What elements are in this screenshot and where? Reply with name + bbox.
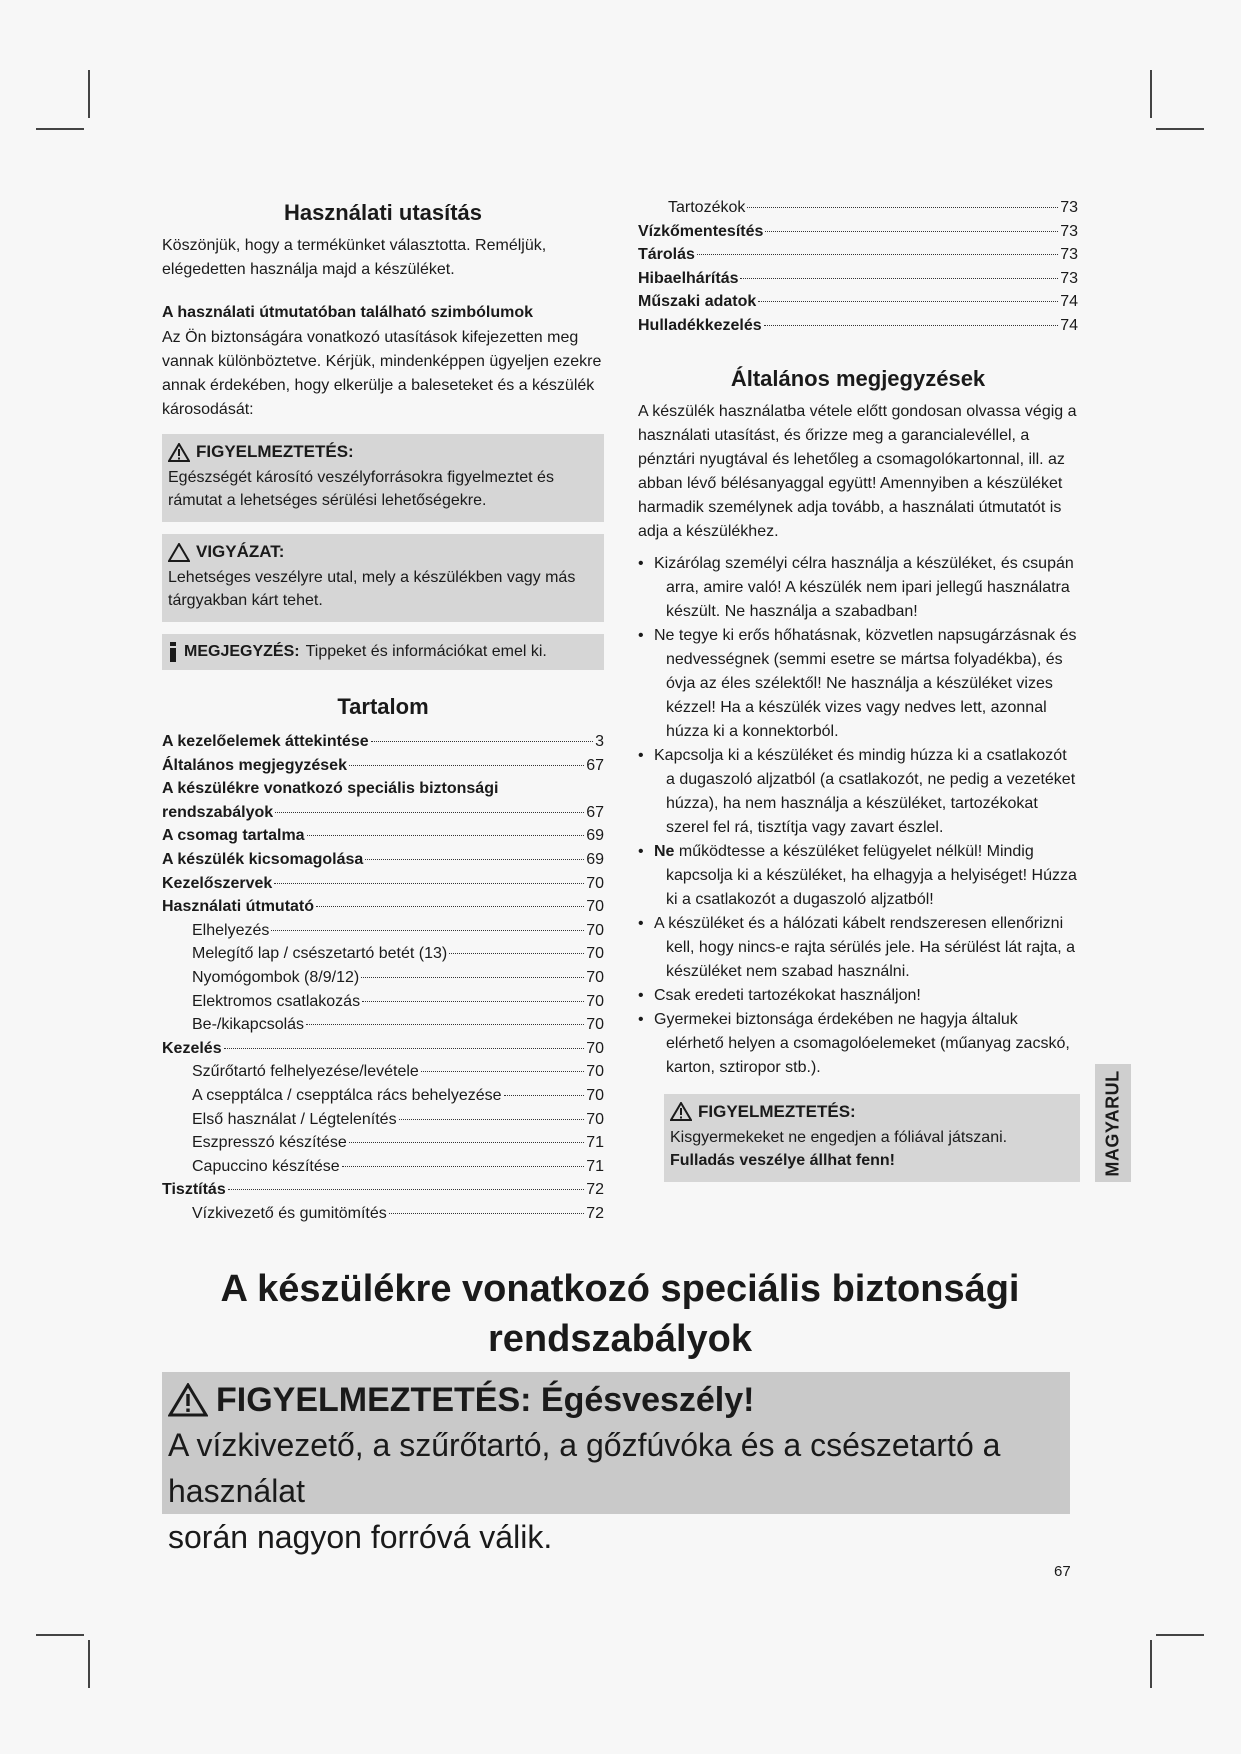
crop-mark	[1150, 70, 1152, 118]
toc-item[interactable]	[638, 196, 1078, 220]
toc-item[interactable]	[162, 1202, 604, 1226]
page-number: 67	[1054, 1563, 1071, 1580]
toc-leader-dots	[740, 278, 1058, 279]
bullet-item-bold: Ne	[654, 842, 675, 860]
warning-box-2-bold: Fulladás veszélye állhat fenn!	[670, 1151, 895, 1169]
toc-leader-dots	[449, 953, 584, 954]
special-title	[162, 1264, 1078, 1364]
toc-item-page: 70	[586, 968, 604, 986]
toc-item[interactable]	[638, 290, 1078, 314]
crop-mark	[1150, 1640, 1152, 1688]
toc-leader-dots	[365, 859, 584, 860]
toc-leader-dots	[697, 254, 1058, 255]
bullet-item	[638, 840, 1078, 912]
toc-item[interactable]	[162, 1060, 604, 1084]
toc-item-page: 70	[586, 898, 604, 916]
caution-box-title: VIGYÁZAT:	[196, 542, 285, 561]
toc-item-label: Első használat / Légtelenítés	[192, 1110, 397, 1128]
crop-mark	[1156, 1634, 1204, 1636]
toc-item-page: 74	[1060, 316, 1078, 334]
burn-warning-line2: során nagyon forróvá válik.	[168, 1519, 553, 1555]
toc-item-label: Általános megjegyzések	[162, 756, 347, 774]
toc-item-label: Műszaki adatok	[638, 293, 757, 311]
toc-item-page: 70	[586, 1063, 604, 1081]
toc-item-label: Elektromos csatlakozás	[192, 992, 361, 1010]
toc-item-label: Kezelőszervek	[162, 874, 273, 892]
toc-item-label: Kezelés	[162, 1039, 222, 1057]
toc-item-label: Nyomógombok (8/9/12)	[192, 968, 360, 986]
caution-triangle-icon	[168, 543, 190, 562]
toc-leader-dots	[342, 1166, 585, 1167]
bullet-item	[638, 744, 1078, 840]
toc-item[interactable]	[162, 1013, 604, 1037]
note-box	[162, 634, 604, 670]
toc-item-page: 72	[586, 1204, 604, 1222]
toc-item-label: Elhelyezés	[192, 921, 270, 939]
toc-item-label: Eszpresszó készítése	[192, 1134, 347, 1152]
toc-leader-dots	[765, 231, 1058, 232]
toc-leader-dots	[389, 1213, 584, 1214]
toc-item-label: Használati útmutató	[162, 898, 315, 916]
toc-item-page: 73	[1060, 269, 1078, 287]
left-column	[162, 200, 604, 1225]
warning-box-2	[664, 1094, 1080, 1182]
toc-item[interactable]	[162, 754, 604, 778]
caution-box	[162, 534, 604, 622]
note-box-text: Tippeket és információkat emel ki.	[305, 643, 547, 660]
toc-item[interactable]	[162, 1108, 604, 1132]
bullet-item	[638, 552, 1078, 624]
toc-item-label: A készülék kicsomagolása	[162, 850, 364, 868]
toc-item-label: A kezelőelemek áttekintése	[162, 733, 369, 750]
bullet-item-text: Csak eredeti tartozékokat használjon!	[654, 986, 921, 1004]
toc-item-label: Hulladékkezelés	[638, 316, 762, 334]
toc-item[interactable]	[162, 990, 604, 1014]
toc-item[interactable]	[162, 919, 604, 943]
toc-item-label: A készülékre vonatkozó speciális biztonsági	[162, 780, 499, 798]
toc-item[interactable]	[162, 848, 604, 872]
toc-leader-dots	[224, 1048, 585, 1049]
crop-mark	[1156, 128, 1204, 130]
crop-mark	[36, 128, 84, 130]
bullet-item	[638, 984, 1078, 1008]
toc-item-page: 3	[595, 733, 604, 750]
toc-list-right	[638, 196, 1078, 338]
toc-item[interactable]	[162, 1084, 604, 1108]
toc-item-page: 70	[586, 921, 604, 939]
toc-leader-dots	[399, 1119, 585, 1120]
toc-item-page: 67	[586, 803, 604, 821]
toc-item-page: 70	[586, 1086, 604, 1104]
right-column	[638, 196, 1078, 1182]
toc-item-page: 67	[586, 756, 604, 774]
toc-leader-dots	[306, 1024, 584, 1025]
toc-item-label: Vízkivezető és gumitömítés	[192, 1204, 387, 1222]
bullet-item	[638, 1008, 1078, 1080]
toc-leader-dots	[349, 1142, 584, 1143]
toc-item-page: 70	[586, 945, 604, 963]
warning-triangle-icon	[168, 443, 190, 462]
toc-leader-dots	[504, 1095, 585, 1096]
special-title-line1: A készülékre vonatkozó speciális biztonsági	[220, 1268, 1020, 1310]
toc-leader-dots	[271, 930, 584, 931]
toc-item[interactable]	[638, 314, 1078, 338]
toc-title: Tartalom	[337, 694, 429, 719]
burn-warning-title: FIGYELMEZTETÉS: Égésveszély!	[216, 1381, 755, 1419]
toc-item[interactable]	[162, 1037, 604, 1061]
info-icon	[168, 642, 178, 662]
toc-leader-dots	[764, 325, 1059, 326]
toc-item-page: 70	[586, 874, 604, 892]
toc-leader-dots	[747, 207, 1058, 208]
toc-list-left	[162, 730, 604, 1225]
toc-leader-dots	[316, 906, 584, 907]
toc-item-page: 70	[586, 992, 604, 1010]
toc-item-label: rendszabályok	[162, 803, 274, 821]
toc-leader-dots	[758, 301, 1058, 302]
toc-item-page: 69	[586, 850, 604, 868]
bullet-item	[638, 912, 1078, 984]
warning-box-2-text: Kisgyermekeket ne engedjen a fóliával játszani.	[670, 1128, 1008, 1146]
toc-leader-dots	[275, 812, 584, 813]
toc-item-page: 73	[1060, 199, 1078, 216]
toc-leader-dots	[361, 977, 584, 978]
crop-mark	[88, 70, 90, 118]
toc-item-label: Capuccino készítése	[192, 1157, 340, 1175]
general-text: A készülék használatba vétele előtt gondosan olvassa végig a használati utasítást, és őrizze meg a garancialevéllel, a pénztári nyugtával és lehetőleg a csomagolókartonnal, ill. az abban lévő bélésanyaggal együtt! Amennyiben a készüléket harmadik személynek adja tovább, a használati útmutatót is adja a készülékhez.	[638, 402, 1077, 540]
toc-item[interactable]	[162, 872, 604, 896]
bullet-item-text: Gyermekei biztonsága érdekében ne hagyja általuk elérhető helyen a csomagolóelemeket (műanyag zacskó, karton, sztiropor stb.).	[654, 1010, 1070, 1076]
toc-item[interactable]	[162, 801, 604, 825]
toc-item[interactable]	[162, 730, 604, 754]
crop-mark	[36, 1634, 84, 1636]
toc-item[interactable]	[162, 942, 604, 966]
caution-box-text: Lehetséges veszélyre utal, mely a készülékben vagy más tárgyakban kárt tehet.	[168, 569, 576, 609]
bullet-item-text: Ne tegye ki erős hőhatásnak, közvetlen napsugárzásnak és nedvességnek (semmi esetre se mártsa folyadékba), és óvja az éles szélektől! Ne használja a készüléket vizes kézzel! Ha a készülék vizes vagy nedves lett, azonnal húzza ki a konnektorból.	[654, 626, 1077, 740]
symbols-text: Az Ön biztonságára vonatkozó utasítások kifejezetten meg vannak különböztetve. Kérjük, mindenképpen ügyeljen ezekre annak érdekében, hogy elkerülje a baleseteket és a készülék károsodását:	[162, 329, 602, 418]
warning-box	[162, 434, 604, 522]
burn-warning-box	[162, 1372, 1070, 1555]
general-title: Általános megjegyzések	[730, 365, 986, 391]
crop-mark	[88, 1640, 90, 1688]
toc-item-page: 70	[586, 1016, 604, 1034]
toc-leader-dots	[349, 765, 584, 766]
toc-item[interactable]	[638, 243, 1078, 267]
warning-box-title: FIGYELMEZTETÉS:	[196, 442, 354, 461]
toc-item-page: 70	[586, 1039, 604, 1057]
special-title-line2: rendszabályok	[488, 1318, 752, 1360]
toc-item-label: Melegítő lap / csészetartó betét (13)	[192, 945, 448, 963]
toc-leader-dots	[371, 741, 593, 742]
note-box-title: MEGJEGYZÉS:	[184, 643, 300, 660]
toc-item[interactable]	[162, 895, 604, 919]
language-tab	[1095, 1064, 1131, 1182]
toc-leader-dots	[307, 835, 585, 836]
warning-triangle-icon	[168, 1383, 208, 1417]
toc-item[interactable]	[162, 1155, 604, 1179]
toc-item-label: Tárolás	[638, 246, 695, 264]
toc-leader-dots	[228, 1189, 584, 1190]
bullet-item-text: működtesse a készüléket felügyelet nélkül! Mindig kapcsolja ki a készüléket, ha elhagyja a helyiséget! Húzza ki a csatlakozót a dugaszoló aljzatból!	[666, 842, 1077, 908]
toc-leader-dots	[421, 1071, 584, 1072]
toc-item-page: 71	[586, 1157, 604, 1175]
toc-item[interactable]	[162, 1131, 604, 1155]
toc-item-label: Tisztítás	[162, 1181, 226, 1199]
toc-item[interactable]	[162, 824, 604, 848]
toc-item-label: Hibaelhárítás	[638, 269, 739, 287]
toc-item-label: A csomag tartalma	[162, 827, 305, 845]
toc-item-page: 71	[586, 1134, 604, 1152]
symbols-heading: A használati útmutatóban található szimbólumok	[162, 304, 533, 321]
toc-item[interactable]	[162, 1178, 604, 1202]
toc-item-page: 69	[586, 827, 604, 845]
language-tab-label: MAGYARUL	[1102, 1069, 1123, 1177]
toc-leader-dots	[274, 883, 584, 884]
toc-item-label: Szűrőtartó felhelyezése/levétele	[192, 1063, 419, 1081]
bullet-item-text: Kapcsolja ki a készüléket és mindig húzza ki a csatlakozót a dugaszoló aljzatból (a csatlakozót, ne pedig a vezetéket húzza), ha nem használja a készüléket, tartozékokat szerel fel rá, tisztítja vagy zavart észlel.	[654, 746, 1076, 836]
intro-title: Használati utasítás	[283, 200, 483, 225]
toc-item-page: 72	[586, 1181, 604, 1199]
toc-item-label: A csepptálca / csepptálca rács behelyezése	[192, 1086, 502, 1104]
general-bullets	[638, 552, 1078, 1080]
toc-item-page: 70	[586, 1110, 604, 1128]
toc-item[interactable]	[162, 777, 604, 801]
toc-item[interactable]	[638, 220, 1078, 244]
toc-item-label: Tartozékok	[668, 199, 746, 216]
bullet-item-text: A készüléket és a hálózati kábelt rendszeresen ellenőrizni kell, hogy nincs-e rajta sérülés jele. Ha sérülést lát rajta, a készüléket nem szabad használni.	[654, 914, 1076, 980]
warning-triangle-icon	[670, 1102, 692, 1121]
warning-box-text: Egészségét károsító veszélyforrásokra figyelmeztet és rámutat a lehetséges sérülési lehetőségekre.	[168, 469, 554, 509]
toc-item-label: Be-/kikapcsolás	[192, 1016, 305, 1034]
bullet-item-text: Kizárólag személyi célra használja a készüléket, és csupán arra, amire való! A készülék nem ipari jellegű használatra készült. Ne használja a szabadban!	[654, 554, 1074, 620]
toc-item[interactable]	[162, 966, 604, 990]
burn-warning-line1: A vízkivezető, a szűrőtartó, a gőzfúvóka és a csészetartó a használat	[168, 1427, 1001, 1509]
warning-box-2-title: FIGYELMEZTETÉS:	[698, 1101, 856, 1121]
toc-leader-dots	[362, 1001, 584, 1002]
toc-item-label: Vízkőmentesítés	[638, 222, 764, 240]
toc-item-page: 73	[1060, 222, 1078, 240]
toc-item[interactable]	[638, 267, 1078, 291]
intro-text: Köszönjük, hogy a termékünket választotta. Reméljük, elégedetten használja majd a készüléket.	[162, 237, 547, 278]
toc-item-page: 74	[1060, 293, 1078, 311]
toc-item-page: 73	[1060, 246, 1078, 264]
bullet-item	[638, 624, 1078, 744]
